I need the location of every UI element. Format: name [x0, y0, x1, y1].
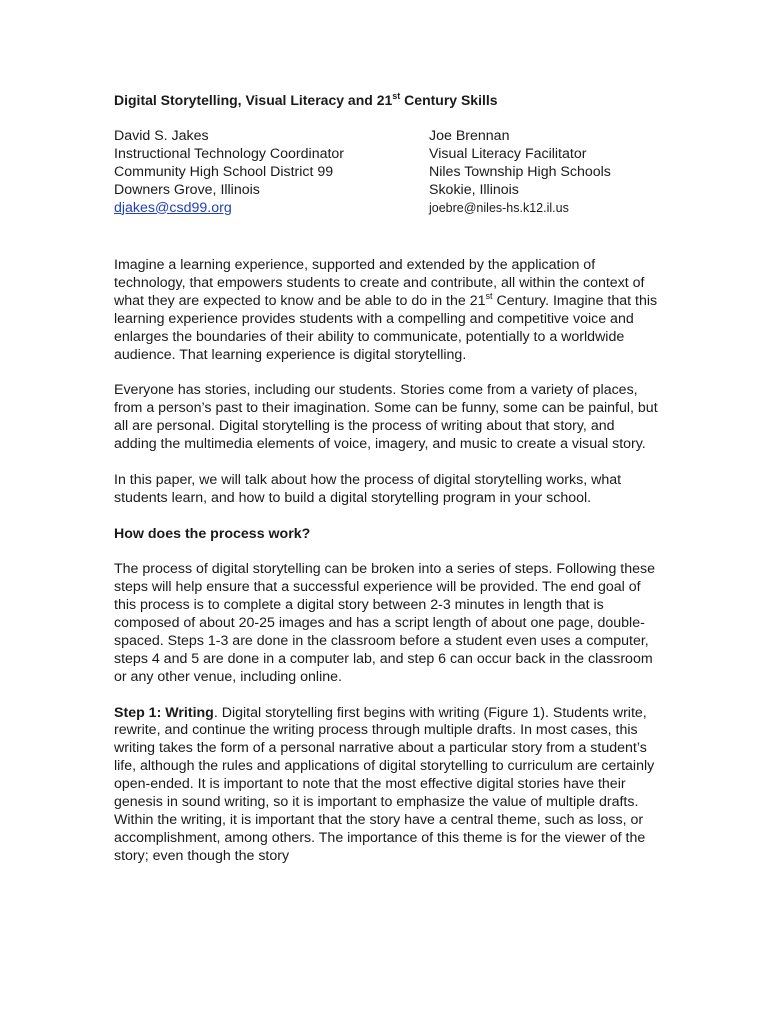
author-1-email-link[interactable]: djakes@csd99.org: [114, 199, 232, 216]
author-2-location: Skokie, Illinois: [429, 181, 519, 198]
author-2-organization: Niles Township High Schools: [429, 163, 611, 180]
paragraph-overview: In this paper, we will talk about how the process of digital storytelling works, what students learn, and how to build a digital storytelling program in your school.: [114, 471, 622, 506]
step1-text: . Digital storytelling first begins with writing (Figure 1). Students write, rewrite, and continue the writing process through multiple drafts. In most cases, this writing takes the form of a personal narrative about a particular story from a student’s life, although the rules and applications of digital storytelling to curriculum are certainly open-ended. It is important to note that the most effective digital stories have their genesis in sound writing, so it is important to emphasize the value of multiple drafts. Within the writing, it is important that the story have a central theme, such as loss, or accomplishment, among others. The importance of this theme is for the viewer of the story; even though the story: [114, 704, 655, 864]
author-block: [114, 128, 659, 218]
step1-label: Step 1: Writing: [114, 704, 214, 721]
author-2-role: Visual Literacy Facilitator: [429, 145, 587, 162]
document-title: [114, 91, 659, 109]
author-2-email: joebre@niles-hs.k12.il.us: [429, 200, 569, 215]
title-prefix: Digital Storytelling, Visual Literacy and 21: [114, 92, 393, 108]
section-heading: How does the process work?: [114, 525, 311, 542]
intro-paragraph: [114, 257, 659, 364]
author-1-name: David S. Jakes: [114, 128, 209, 144]
author-1: [114, 128, 344, 218]
author-2-name: Joe Brennan: [429, 128, 510, 144]
author-1-organization: Community High School District 99: [114, 163, 334, 180]
intro-text-before: Imagine a learning experience, supported and extended by the application of technology, that empowers students to create and contribute, all within the context of what they are expected to know and be able to do in the 21: [114, 257, 645, 309]
intro-superscript: st: [485, 290, 493, 301]
author-2: [429, 128, 611, 218]
title-superscript: st: [392, 91, 401, 101]
paragraph-process: The process of digital storytelling can be broken into a series of steps. Following these steps will help ensure that a successful experience will be provided. The end goal of this process is to complete a digital story between 2-3 minutes in length that is composed of about 20-25 images and has a script length of about one page, double-spaced. Steps 1-3 are done in the classroom before a student even uses a computer, steps 4 and 5 are done in a computer lab, and step 6 can occur back in the classroom or any other venue, including online.: [114, 561, 655, 685]
title-suffix: Century Skills: [400, 92, 498, 108]
document-page: [114, 91, 659, 884]
paragraph-stories: Everyone has stories, including our students. Stories come from a variety of places, from a person’s past to their imagination. Some can be funny, some can be painful, but all are personal. Digital storytelling is the process of writing about that story, and adding the multimedia elements of voice, imagery, and music to create a visual story.: [114, 382, 658, 453]
intro-text-after: Century. Imagine that this learning experience provides students with a compelling and competitive voice and enlarges the boundaries of their ability to communicate, potentially to a worldwide audience. That learning experience is digital storytelling.: [114, 292, 658, 363]
author-1-location: Downers Grove, Illinois: [114, 181, 260, 198]
paragraph-step1: [114, 705, 659, 866]
author-1-role: Instructional Technology Coordinator: [114, 145, 345, 162]
